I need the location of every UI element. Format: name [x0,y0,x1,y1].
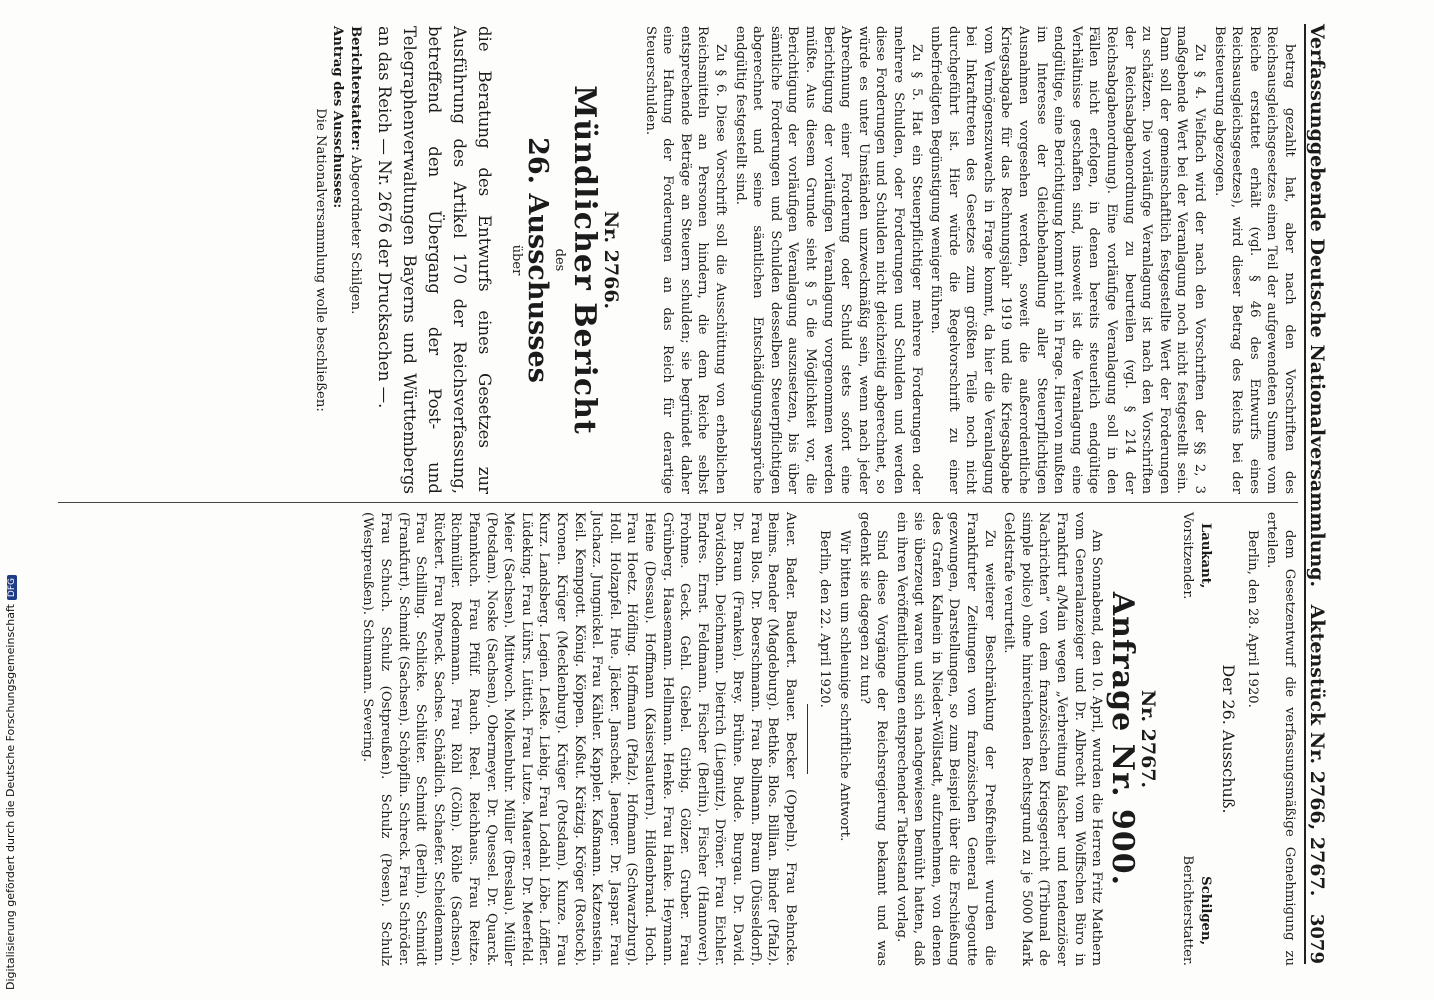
approval-text: dem Gesetzentwurf die verfassungsmäßige Genehmigung zu erteilen. [1264,512,1297,966]
rapporteur-sign-role: Berichterstatter. [1180,855,1196,966]
separator-line [807,704,808,774]
committee-name: 26. Ausschusses [522,137,554,383]
right-column [359,512,1298,966]
paragraph-section-4: Zu § 4. Vielfach wird der nach den Vorschriften der §§ 2, 3 maßgebende Wert bei der Veranlagung noch nicht festgestellt sein. Dann soll der gemeinschaftlich festgestellte Wert der Forderungen zu schätzen. Die vorläufige Veranlagung ist nach den Vorschriften der Reichsabgabenordnung zu beurteilen (vgl. § 214 der Reichsabgabenordnung). Eine vorläufige Veranlagung soll in den Fällen nicht erfolgen, in denen bereits steuerlich endgültige Verhältnisse geschaffen sind, insoweit ist die Veranlagung eine endgültige, eine Berichtigung kommt nicht in Frage. Hiervon mußten im Interesse der Gleichbehandlung aller Steuerpflichtigen Ausnahmen vorgesehen werden, soweit die außerordentliche Kriegsabgabe für das Rechnungsjahr 1919 und die Kriegsabgabe vom Vermögenszuwachs in Frage kommt, da hier die Veranlagung bei Inkrafttreten des Gesetzes zum größten Teile noch nicht durchgeführt ist. Hier würde die Regelvorschrift zu einer unbefriedigten Begünstigung weniger führen. [928,26,1208,494]
report-word-des: des [551,248,567,272]
rapporteur-line [346,26,364,494]
left-column [311,26,1298,494]
digitization-footer [4,575,17,990]
inquiry-number: Nr. 2767. [1137,689,1160,789]
signature-rapporteur [1178,855,1213,966]
paragraph-section-5: Zu § 5. Hat ein Steuerpflichtiger mehrere Forderungen oder mehrere Schulden, oder Forderungen und Schulden und werden diese Forderungen und Schulden nicht gleichzeitig abgerechnet, so würde es unter Umständen unzweckmäßig sein, wenn nach jeder Abrechnung einer Forderung oder Schuld stets sofort eine Berichtigung der vorläufigen Veranlagung vorgenommen werden müßte. Aus diesem Grunde sieht § 5 die Möglichkeit vor, die Berichtigung der vorläufigen Veranlagung auszusetzen, bis über sämtliche Forderungen und Schulden desselben Steuerpflichtigen abgerechnet und seine sämtlichen Entschädigungsansprüche endgültig festgestellt sind. [732,26,924,494]
word-ueber: über [508,244,524,276]
report-number: Nr. 2766. [600,210,623,310]
inquiry-question: Sind diese Vorgänge der Reichsregierung bekannt und was gedenkt sie dagegen zu tun? [856,512,890,966]
signature-chair [1178,512,1213,599]
motion-label: Antrag des Ausschusses: [330,26,346,209]
motion-text: Die Nationalversammlung wolle beschließen: [312,108,328,412]
paragraph: betrag gezahlt hat, aber nach den Vorschriften des Reichsausgleichsgesetzes einen Teil der aufgewendeten Summe vom Reiche erstattet erhält (vgl. § 46 des Entwurfs eines Reichsausgleichsgesetzes), wird dieser Betrag des Reichs bei der Beisteuerung abgezogen. [1211,26,1297,494]
committee-signature: Der 26. Ausschuß. [1219,664,1239,814]
inquiry-title: Anfrage Nr. 900. [1104,591,1140,887]
dfg-logo: DFG [7,575,17,600]
report-title: Mündlicher Bericht [567,85,603,435]
header-page-number: 3079 [1306,913,1327,964]
rapporteur-sign-name: Schilgen, [1197,876,1213,946]
header-document-numbers: Aktenstück Nr. 2766, 2767. [1306,604,1328,897]
column-divider [58,502,1298,503]
inquiry-paragraph: Am Sonnabend, den 10. April, wurden die Herren Fritz Mathern vom Generalanzeiger und Dr. Albrecht vom Wolffschen Büro in Frankfurt a/Main wegen „Verbreitung falscher und tendenziöser Nachrichten“ von dem französischen Kriegsgericht (Tribunal de simple police) ohne hinreichenden Rechtsgrund zu je 5000 Mark Geldstrafe verurteilt. [1001,512,1105,966]
chair-role: Vorsitzender. [1180,512,1196,600]
rotated-page [22,0,1352,1000]
signatories-list: Auer. Bader. Baudert. Bauer. Becker (Oppeln). Frau Behncke. Beims. Bender (Magdeburg). Bethke. Blos. Billian. Binder (Pfalz). Frau Blos. Dr. Boerschmann. Frau Bollmann. Braun (Düsseldorf). Dr. Braun (Franken). Brey. Brühne. Budde. Burgau. Dr. David. Davidsohn. Deichmann. Dietrich (Liegnitz). Dröner. Frau Eichler. Endres. Ernst. Feldmann. Fischer (Berlin). Fischer (Hannover). Frohme. Geck. Gehl. Giebel. Girbig. Gölzer. Gruber. Frau Grünberg. Haasemann. Hellmann. Henke. Frau Hanke. Heymann. Heine (Dessau). Hoffmann (Kaiserslautern). Hildenbrand. Hoch. Frau Hoetz. Höfling. Hoffmann (Pfalz). Hofmann (Schwarzburg). Holl. Holzapfel. Hue. Jäcker. Janschek. Jaenger. Dr. Jaspar. Frau Juchacz. Jungnickel. Frau Kähler. Kappler. Kaßmann. Katzenstein. Keil. Kempgott. König. Köppen. Koßut. Krätzig. Kröger (Rostock). Kronen. Krüger (Mecklenburg). Krüger (Potsdam). Kunze. Frau Kurz. Landsberg. Legien. Leske. Liebig. Frau Lodahl. Löbe. Löffler. Lüdeking. Frau Lührs. Lüttich. Frau Lutze. Mauerer. Dr. Meerfeld. Meier (Sachsen). Mittwoch. Molkenbuhr. Müller (Breslau). Müller (Potsdam). Noske (Sachsen). Obermeyer. Dr. Quessel. Dr. Quarck. Pfannkuch. Frau Pfülf. Rauch. Reel. Reichhaus. Frau Reitze. Richmüller. Rodenmann. Frau Röhl (Cöln). Röhle (Sachsen). Rückert. Frau Ryneck. Sachse. Schädlich. Schaefer. Scheidemann. Frau Schilling. Schlicke. Schlüter. Schmidt (Berlin). Schmidt (Frankfurt). Schmidt (Sachsen). Schöpflin. Schreck. Frau Schröder. Frau Schuch. Schulz (Ostpreußen). Schulz (Posen). Schulz (Westpreußen). Schumann. Severing. [360,512,798,966]
inquiry-request: Wir bitten um schleunige schriftliche Antwort. [836,530,852,842]
rapporteur-name: Abgeordneter Schilgen. [348,155,364,315]
page-header [1304,24,1346,964]
footer-text: Digitalisierung gefördert durch die Deutsche Forschungsgemeinschaft [4,604,17,990]
paragraph-section-6: Zu § 6. Diese Vorschrift soll die Ausschüttung von erheblichen Reichsmitteln an Personen hindern, die dem Reiche selbst entsprechende Beträge an Steuern schulden; sie begründet daher eine Haftung der Forderungen an das Reich für derartige Steuerschulden. [642,26,728,494]
header-title: Verfassunggebende Deutsche Nationalversammlung. [1306,24,1328,588]
report-description: die Beratung des Entwurfs eines Gesetzes zur Ausführung des Artikel 170 der Reichsverfassung, betreffend den Übergang der Post- und Telegraphenverwaltungen Bayerns und Württembergs an das Reich — Nr. 2676 der Drucksachen —. [375,26,495,494]
rapporteur-label: Berichterstatter: [348,26,364,151]
inquiry-paragraph: Zu weiterer Beschränkung der Preßfreiheit wurden die Frankfurter Zeitungen vom französischen General Degoutte gezwungen, Darstellungen, so zum Beispiel über die Erschießung des Grafen Kalnein in Nieder-Wöllstadt, aufzunehmen, von denen sie überzeugt waren und sich nachgewiesen bemüht hatten, daß ein ihren Veröffentlichungen entsprechender Tatbestand vorlag. [893,512,997,966]
place-date: Berlin, den 28. April 1920. [1244,530,1260,708]
chair-name: Laukant, [1197,523,1213,589]
inquiry-place-date: Berlin, den 22. April 1920. [817,530,833,708]
signature-block [1178,512,1213,966]
